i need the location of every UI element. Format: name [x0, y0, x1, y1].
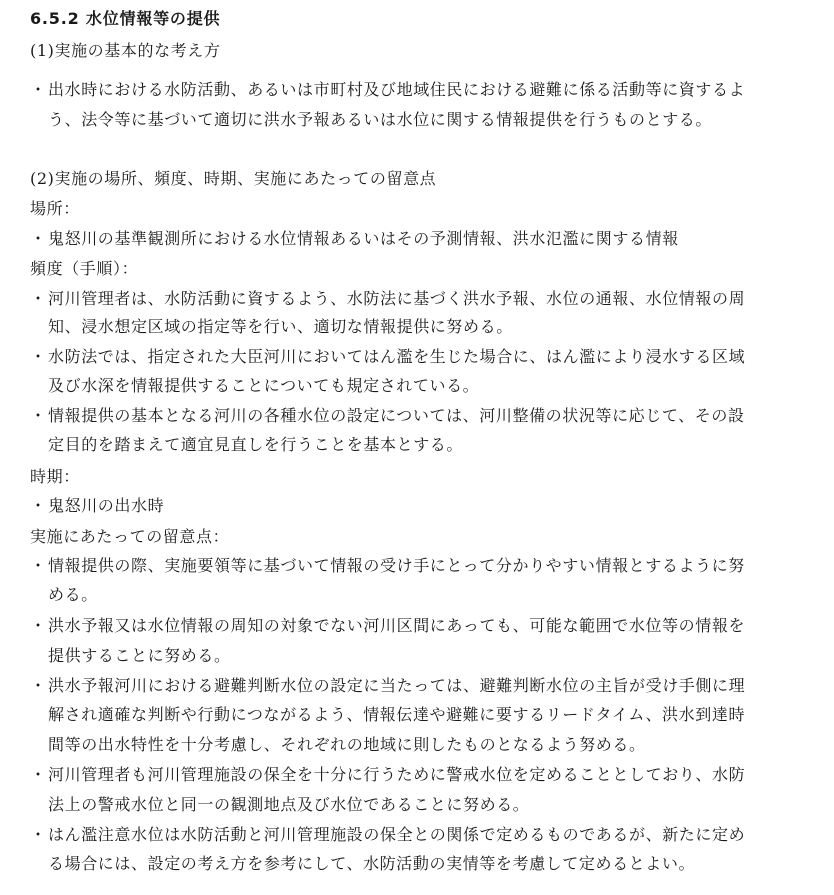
bullet-mark: ・: [30, 676, 47, 695]
note4-line2: 法上の警戒水位と同一の観測地点及び水位であることに努める。: [48, 795, 530, 814]
part1-item1-line2: う、法令等に基づいて適切に洪水予報あるいは水位に関する情報提供を行うものとする。: [48, 110, 713, 129]
place-label: 場所：: [30, 199, 80, 218]
note2-line1: [30, 615, 745, 637]
note3-line3: 間等の出水特性を十分考慮し、それぞれの地域に則したものとなるよう努める。: [48, 735, 646, 754]
part1-item1-line1: [30, 79, 745, 101]
note4-line1: [30, 764, 745, 786]
place-item: [30, 228, 679, 250]
note3-line2: 解され適確な判断や行動につながるよう、情報伝達や避難に要するリードタイム、洪水到達時: [48, 705, 746, 724]
bullet-mark: ・: [30, 289, 47, 308]
freq-item1-line1: [30, 288, 745, 310]
time-item: [30, 495, 164, 517]
freq-item1-line2: 知、浸水想定区域の指定等を行い、適切な情報提供に努める。: [48, 317, 513, 336]
item-text: 鬼怒川の基準観測所における水位情報あるいはその予測情報、洪水氾濫に関する情報: [48, 229, 679, 248]
note1-line2: める。: [48, 585, 98, 604]
freq-item2-line1: [30, 346, 745, 368]
note3-line1: [30, 675, 745, 697]
item-text: 鬼怒川の出水時: [48, 496, 165, 515]
item-text: 水防法では、指定された大臣河川においてはん濫を生じた場合に、はん濫により浸水する区域: [48, 347, 746, 366]
bullet-mark: ・: [30, 556, 47, 575]
part1-title: (1)実施の基本的な考え方: [30, 41, 221, 60]
bullet-mark: ・: [30, 406, 47, 425]
note5-line2: る場合には、設定の考え方を参考にして、水防活動の実情等を考慮して定めるとよい。: [48, 854, 696, 873]
notes-label: 実施にあたっての留意点：: [30, 527, 230, 546]
part2-title: (2)実施の場所、頻度、時期、実施にあたっての留意点: [30, 169, 437, 188]
bullet-mark: ・: [30, 765, 47, 784]
bullet-mark: ・: [30, 80, 47, 99]
bullet-mark: ・: [30, 229, 47, 248]
freq-item3-line1: [30, 405, 745, 427]
item-text: 情報提供の基本となる河川の各種水位の設定については、河川整備の状況等に応じて、その設: [48, 406, 745, 425]
freq-label: 頻度（手順）：: [30, 259, 139, 278]
freq-item3-line2: 定目的を踏まえて適宜見直しを行うことを基本とする。: [48, 435, 464, 454]
item-text: 洪水予報河川における避難判断水位の設定に当たっては、避難判断水位の主旨が受け手側に理: [48, 676, 746, 695]
section-heading: 6.5.2 水位情報等の提供: [30, 9, 221, 28]
item-text: 河川管理者は、水防活動に資するよう、水防法に基づく洪水予報、水位の通報、水位情報の周: [48, 289, 746, 308]
item-text: 洪水予報又は水位情報の周知の対象でない河川区間にあっても、可能な範囲で水位等の情報を: [48, 616, 746, 635]
note5-line1: [30, 824, 745, 846]
freq-item2-line2: 及び水深を情報提供することについても規定されている。: [48, 376, 480, 395]
item-text: 情報提供の際、実施要領等に基づいて情報の受け手にとって分かりやすい情報とするように努: [48, 556, 745, 575]
bullet-mark: ・: [30, 347, 47, 366]
bullet-mark: ・: [30, 616, 47, 635]
item-text: はん濫注意水位は水防活動と河川管理施設の保全との関係で定めるものであるが、新たに定め: [48, 825, 746, 844]
item-text: 出水時における水防活動、あるいは市町村及び地域住民における避難に係る活動等に資するよ: [48, 80, 746, 99]
note1-line1: [30, 555, 745, 577]
note2-line2: 提供することに努める。: [48, 646, 231, 665]
time-label: 時期：: [30, 467, 80, 486]
bullet-mark: ・: [30, 496, 47, 515]
bullet-mark: ・: [30, 825, 47, 844]
item-text: 河川管理者も河川管理施設の保全を十分に行うために警戒水位を定めることとしており、水防: [48, 765, 746, 784]
